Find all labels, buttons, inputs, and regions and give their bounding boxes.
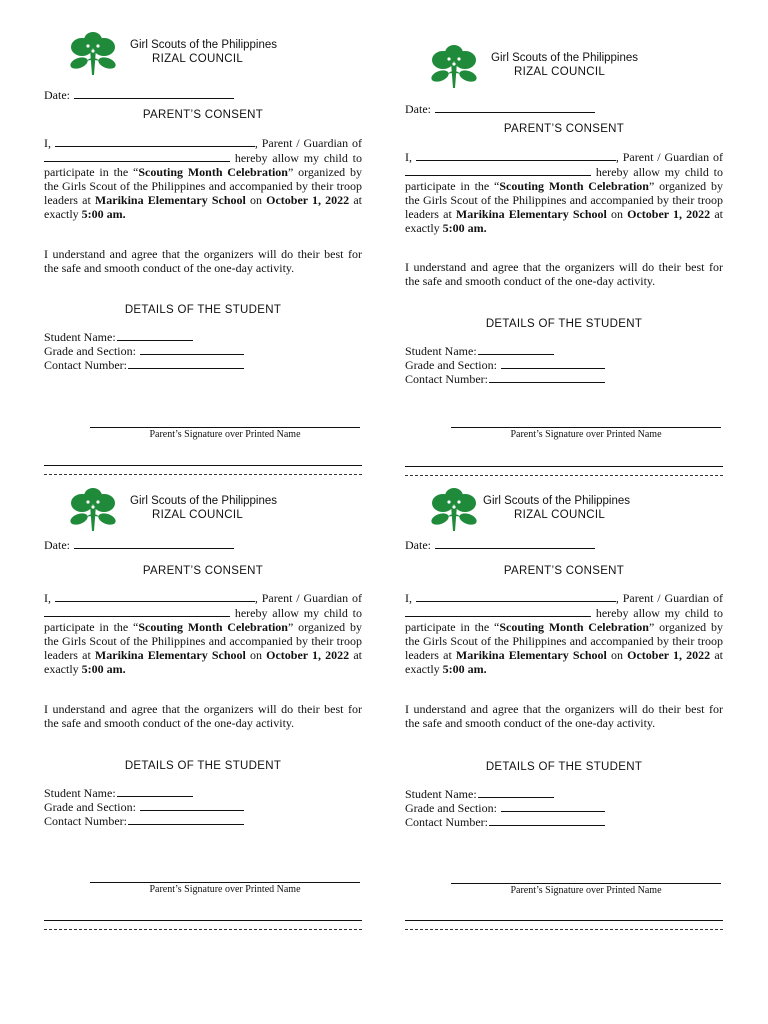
consent-title: PARENT’S CONSENT	[142, 109, 264, 121]
details-title: DETAILS OF THE STUDENT	[124, 304, 282, 316]
org-name: Girl Scouts of the Philippines	[483, 495, 631, 507]
child-name-blank[interactable]	[405, 606, 591, 617]
contact-number-field: Contact Number:	[44, 814, 244, 828]
trefoil-logo-icon	[64, 487, 122, 533]
separator-line	[405, 920, 723, 921]
cut-line	[44, 929, 362, 930]
consent-paragraph: I, , Parent / Guardian of hereby allow my child to participate in the “Scouting Month Celebration” organized by the Girls Scout of the Philippines and accompanied by their troop leaders at Marikina Elementary School on October 1, 2022 at exactly 5:00 am.	[44, 136, 363, 221]
event-date: October 1, 2022	[627, 647, 711, 662]
guardian-name-blank[interactable]	[416, 591, 616, 602]
grade-section-field: Grade and Section:	[44, 800, 244, 814]
school-name: Marikina Elementary School	[455, 647, 607, 662]
date-field	[405, 102, 595, 116]
separator-line	[405, 466, 723, 467]
date-blank[interactable]	[435, 538, 595, 549]
event-date: October 1, 2022	[266, 647, 350, 662]
date-field	[44, 538, 234, 552]
council-name: RIZAL COUNCIL	[152, 53, 244, 65]
trefoil-logo-icon	[425, 44, 483, 90]
student-name-field: Student Name:	[44, 786, 193, 800]
contact-number-blank[interactable]	[128, 814, 244, 825]
guardian-name-blank[interactable]	[55, 591, 255, 602]
separator-line	[44, 465, 362, 466]
student-name-blank[interactable]	[117, 330, 193, 341]
event-name: Scouting Month Celebration	[138, 619, 288, 634]
contact-number-field: Contact Number:	[405, 372, 605, 386]
date-label: Date:	[405, 102, 431, 116]
guardian-name-blank[interactable]	[416, 150, 616, 161]
event-name: Scouting Month Celebration	[138, 164, 288, 179]
date-blank[interactable]	[74, 538, 234, 549]
cut-line	[44, 474, 362, 475]
grade-section-blank[interactable]	[501, 801, 605, 812]
signature-label: Parent’s Signature over Printed Name	[510, 885, 662, 896]
grade-section-blank[interactable]	[501, 358, 605, 369]
details-title: DETAILS OF THE STUDENT	[485, 761, 643, 773]
date-field	[44, 88, 234, 102]
event-time: 5:00 am.	[442, 661, 487, 676]
details-title: DETAILS OF THE STUDENT	[124, 760, 282, 772]
child-name-blank[interactable]	[44, 151, 230, 162]
separator-line	[44, 920, 362, 921]
student-name-field: Student Name:	[405, 344, 554, 358]
cut-line	[405, 929, 723, 930]
signature-label: Parent’s Signature over Printed Name	[149, 429, 301, 440]
grade-section-field: Grade and Section:	[405, 801, 605, 815]
council-name: RIZAL COUNCIL	[152, 509, 244, 521]
event-time: 5:00 am.	[81, 206, 126, 221]
cut-line	[405, 475, 723, 476]
date-label: Date:	[405, 538, 431, 552]
grade-section-field: Grade and Section:	[44, 344, 244, 358]
consent-title: PARENT’S CONSENT	[503, 565, 625, 577]
consent-form-1	[44, 31, 362, 491]
grade-section-blank[interactable]	[140, 800, 244, 811]
grade-section-blank[interactable]	[140, 344, 244, 355]
date-label: Date:	[44, 538, 70, 552]
date-label: Date:	[44, 88, 70, 102]
org-name: Girl Scouts of the Philippines	[130, 39, 278, 51]
contact-number-blank[interactable]	[489, 815, 605, 826]
contact-number-blank[interactable]	[128, 358, 244, 369]
child-name-blank[interactable]	[405, 165, 591, 176]
date-blank[interactable]	[74, 88, 234, 99]
trefoil-logo-icon	[425, 487, 483, 533]
council-name: RIZAL COUNCIL	[514, 66, 606, 78]
event-time: 5:00 am.	[81, 661, 126, 676]
date-field	[405, 538, 595, 552]
form-header	[44, 487, 362, 533]
org-name: Girl Scouts of the Philippines	[130, 495, 278, 507]
consent-title: PARENT’S CONSENT	[142, 565, 264, 577]
event-date: October 1, 2022	[266, 192, 350, 207]
agreement-paragraph: I understand and agree that the organizers will do their best for the safe and smooth conduct of the one-day activity.	[44, 702, 362, 730]
consent-paragraph: I, , Parent / Guardian of hereby allow my child to participate in the “Scouting Month Celebration” organized by the Girls Scout of the Philippines and accompanied by their troop leaders at Marikina Elementary School on October 1, 2022 at exactly 5:00 am.	[405, 591, 724, 676]
details-title: DETAILS OF THE STUDENT	[485, 318, 643, 330]
guardian-name-blank[interactable]	[55, 136, 255, 147]
consent-form-2	[405, 44, 723, 504]
council-name: RIZAL COUNCIL	[514, 509, 606, 521]
grade-section-field: Grade and Section:	[405, 358, 605, 372]
student-name-field: Student Name:	[405, 787, 554, 801]
student-name-field: Student Name:	[44, 330, 193, 344]
contact-number-blank[interactable]	[489, 372, 605, 383]
event-time: 5:00 am.	[442, 220, 487, 235]
student-name-blank[interactable]	[478, 344, 554, 355]
event-date: October 1, 2022	[627, 206, 711, 221]
consent-paragraph: I, , Parent / Guardian of hereby allow my child to participate in the “Scouting Month Celebration” organized by the Girls Scout of the Philippines and accompanied by their troop leaders at Marikina Elementary School on October 1, 2022 at exactly 5:00 am.	[405, 150, 724, 235]
contact-number-field: Contact Number:	[44, 358, 244, 372]
school-name: Marikina Elementary School	[94, 647, 246, 662]
date-blank[interactable]	[435, 102, 595, 113]
signature-label: Parent’s Signature over Printed Name	[149, 884, 301, 895]
signature-label: Parent’s Signature over Printed Name	[510, 429, 662, 440]
contact-number-field: Contact Number:	[405, 815, 605, 829]
child-name-blank[interactable]	[44, 606, 230, 617]
form-header	[405, 44, 723, 90]
trefoil-logo-icon	[64, 31, 122, 77]
agreement-paragraph: I understand and agree that the organizers will do their best for the safe and smooth conduct of the one-day activity.	[405, 260, 723, 288]
consent-form-3	[44, 487, 362, 947]
student-name-blank[interactable]	[478, 787, 554, 798]
event-name: Scouting Month Celebration	[499, 619, 649, 634]
event-name: Scouting Month Celebration	[499, 178, 649, 193]
agreement-paragraph: I understand and agree that the organizers will do their best for the safe and smooth conduct of the one-day activity.	[405, 702, 723, 730]
signature-line[interactable]	[451, 427, 721, 428]
consent-form-4	[405, 487, 723, 947]
agreement-paragraph: I understand and agree that the organizers will do their best for the safe and smooth conduct of the one-day activity.	[44, 247, 362, 275]
form-header	[405, 487, 723, 533]
school-name: Marikina Elementary School	[94, 192, 246, 207]
student-name-blank[interactable]	[117, 786, 193, 797]
school-name: Marikina Elementary School	[455, 206, 607, 221]
consent-paragraph: I, , Parent / Guardian of hereby allow my child to participate in the “Scouting Month Celebration” organized by the Girls Scout of the Philippines and accompanied by their troop leaders at Marikina Elementary School on October 1, 2022 at exactly 5:00 am.	[44, 591, 363, 676]
consent-title: PARENT’S CONSENT	[503, 123, 625, 135]
org-name: Girl Scouts of the Philippines	[491, 52, 639, 64]
signature-line[interactable]	[90, 427, 360, 428]
form-header	[44, 31, 362, 77]
signature-line[interactable]	[90, 882, 360, 883]
signature-line[interactable]	[451, 883, 721, 884]
